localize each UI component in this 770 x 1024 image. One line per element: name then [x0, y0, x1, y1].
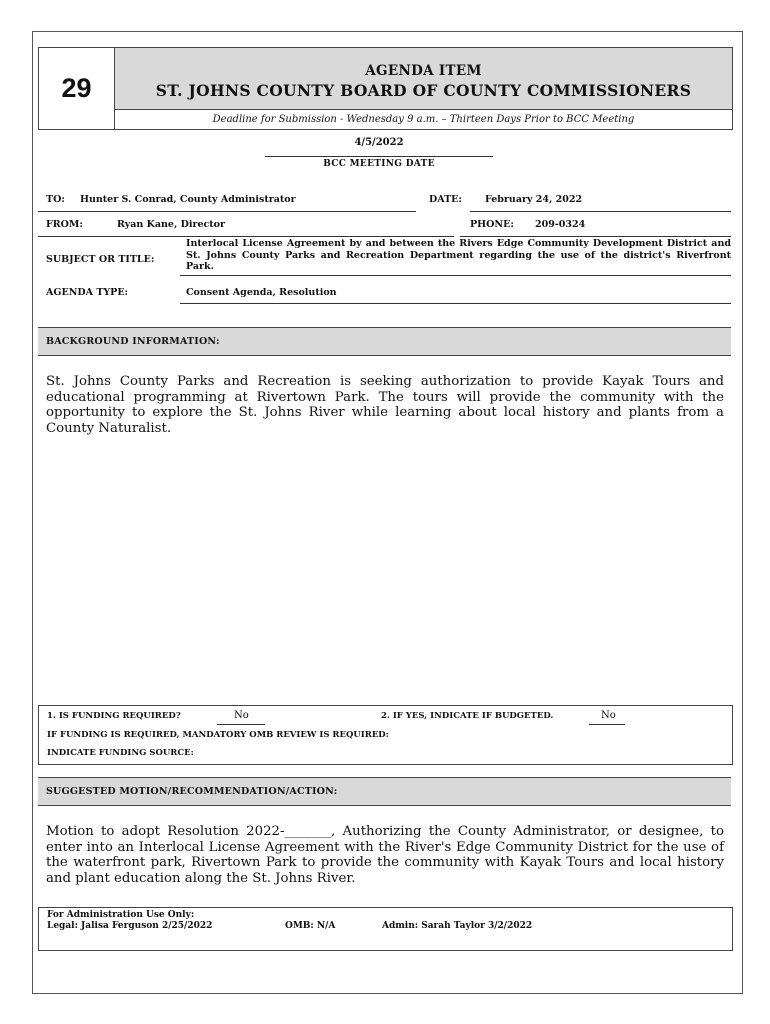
title-line-1: AGENDA ITEM [365, 63, 482, 79]
meeting-date: 4/5/2022 [354, 137, 404, 148]
motion-text: Motion to adopt Resolution 2022-_______, Authorizing the County Administrator, or designee, to enter into an Interlocal License Agreement with the River's Edge Community District for the use of the waterfront park, Rivertown Park to provide the community with Kayak Tours and local history and plant education along the St. Johns River. [46, 824, 724, 886]
to-rule [38, 211, 416, 212]
phone-rule [460, 236, 731, 237]
omb-review-note: IF FUNDING IS REQUIRED, MANDATORY OMB REVIEW IS REQUIRED: [47, 730, 389, 740]
phone-value: 209-0324 [535, 219, 586, 230]
item-number: 29 [39, 48, 115, 129]
title-line-2: ST. JOHNS COUNTY BOARD OF COUNTY COMMISSIONERS [155, 81, 692, 100]
subject-rule [180, 275, 731, 276]
agenda-header [38, 47, 733, 130]
admin-legal: Legal: Jalisa Ferguson 2/25/2022 [47, 921, 213, 931]
background-text: St. Johns County Parks and Recreation is seeking authorization to provide Kayak Tours and educational programming at Rivertown Park. The tours will provide the community with the opportunity to explore the St. Johns River while learning about local history and plants from a County Naturalist. [46, 374, 724, 436]
meeting-date-rule [265, 156, 493, 157]
from-value: Ryan Kane, Director [117, 219, 226, 230]
to-value: Hunter S. Conrad, County Administrator [80, 194, 296, 205]
phone-label: PHONE: [470, 219, 514, 230]
admin-approver: Admin: Sarah Taylor 3/2/2022 [382, 921, 533, 931]
funding-box [38, 705, 733, 765]
title-box [115, 48, 732, 110]
deadline-note: Deadline for Submission - Wednesday 9 a.m. – Thirteen Days Prior to BCC Meeting [212, 114, 635, 125]
from-rule [38, 236, 454, 237]
funding-question-1: 1. IS FUNDING REQUIRED? [47, 711, 181, 721]
admin-heading: For Administration Use Only: [47, 910, 195, 920]
agenda-type-rule [180, 303, 731, 304]
motion-heading: SUGGESTED MOTION/RECOMMENDATION/ACTION: [46, 786, 338, 797]
meeting-date-label: BCC MEETING DATE [323, 159, 435, 169]
funding-answer-1-rule [217, 724, 265, 725]
subject-value: Interlocal License Agreement by and between the Rivers Edge Community Development District and St. Johns County Parks and Recreation Department regarding the use of the district's Riverfront Park. [186, 238, 731, 272]
date-rule [470, 211, 731, 212]
from-label: FROM: [46, 219, 83, 230]
motion-heading-band [38, 777, 731, 806]
admin-omb: OMB: N/A [285, 921, 336, 931]
funding-answer-2: No [601, 710, 616, 721]
agenda-type-value: Consent Agenda, Resolution [186, 287, 337, 298]
funding-question-2: 2. IF YES, INDICATE IF BUDGETED. [381, 711, 554, 721]
background-heading: BACKGROUND INFORMATION: [46, 336, 220, 347]
funding-answer-2-rule [589, 724, 625, 725]
admin-box [38, 907, 733, 951]
to-label: TO: [46, 194, 65, 205]
date-label: DATE: [429, 194, 462, 205]
funding-answer-1: No [234, 710, 249, 721]
funding-source-label: INDICATE FUNDING SOURCE: [47, 748, 194, 758]
subject-label: SUBJECT OR TITLE: [46, 254, 155, 265]
background-heading-band [38, 327, 731, 356]
agenda-type-label: AGENDA TYPE: [46, 287, 129, 298]
date-value: February 24, 2022 [485, 194, 583, 205]
